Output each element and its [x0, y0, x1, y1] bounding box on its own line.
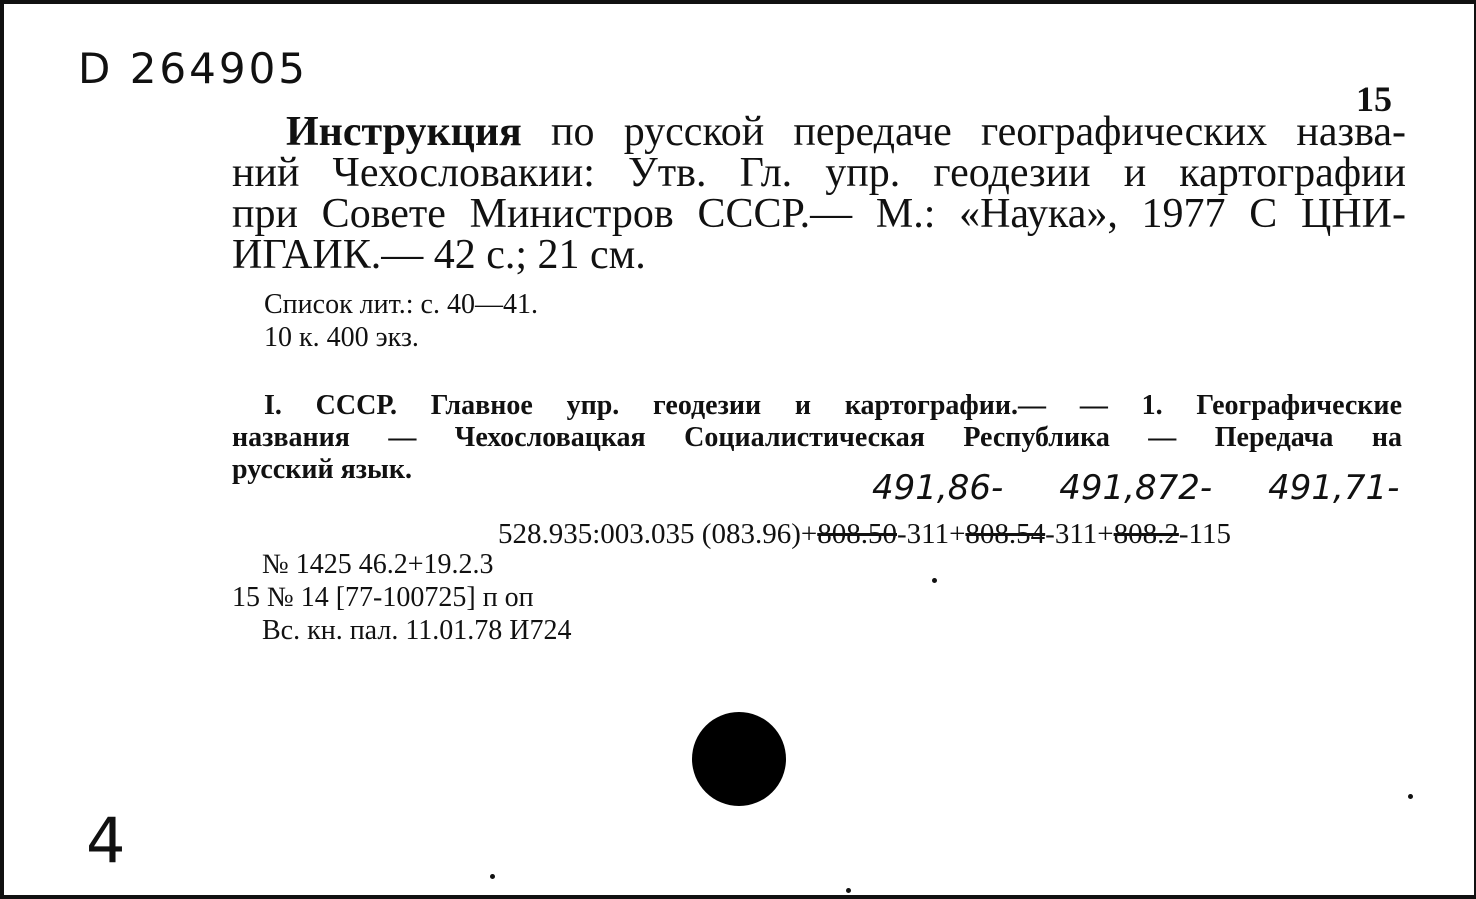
- registration-info: [232, 548, 572, 647]
- handwritten-code-1: 491,86-: [872, 468, 1004, 508]
- entry-line-1: [232, 109, 1407, 155]
- handwritten-mark: 4: [86, 804, 126, 877]
- udc-classification: [498, 518, 1231, 551]
- entry-title-bold: Инструкция: [286, 109, 522, 155]
- entry-line-2: ний Чехословакии: Утв. Гл. упр. геодезии и картографии: [232, 150, 1406, 196]
- entry-line-3: при Совете Министров СССР.— М.: «Наука», 1977 С ЦНИ-: [232, 191, 1406, 237]
- udc-suffix: -115: [1178, 518, 1231, 550]
- catalog-code: D 264905: [78, 44, 309, 93]
- speck: [932, 578, 937, 583]
- bibliography-note: Список лит.: с. 40—41.: [264, 289, 538, 320]
- subject-line-1: I. СССР. Главное упр. геодезии и картографии.— — 1. Географические: [264, 390, 1402, 421]
- handwritten-codes: [872, 468, 1455, 508]
- speck: [1408, 794, 1413, 799]
- udc-prefix: 528.935:003.035 (083.96)+: [498, 518, 818, 550]
- udc-mid-2: -311+: [1045, 518, 1114, 550]
- udc-struck-2: 808.54: [965, 518, 1046, 550]
- subject-line-2: названия — Чехословацкая Социалистическая Республика — Передача на: [232, 422, 1402, 453]
- entry-notes: [264, 288, 538, 354]
- handwritten-code-2: 491,872-: [1059, 468, 1213, 508]
- udc-mid-1: -311+: [896, 518, 966, 550]
- udc-struck-1: 808.50: [817, 518, 897, 550]
- handwritten-code-3: 491,71-: [1268, 468, 1400, 508]
- chamber-stamp: Вс. кн. пал. 11.01.78 И724: [262, 615, 572, 646]
- price-print-run: 10 к. 400 экз.: [264, 322, 419, 353]
- entry-line-4: ИГАИК.— 42 с.; 21 см.: [232, 232, 646, 278]
- punch-hole: [692, 712, 786, 806]
- entry-line-1-text: по русской передаче географических назва-: [551, 109, 1407, 155]
- speck: [490, 874, 495, 879]
- udc-struck-3: 808.2: [1113, 518, 1179, 550]
- bibliographic-entry: [232, 109, 1407, 278]
- subject-line-3: русский язык.: [232, 454, 412, 485]
- speck: [846, 888, 851, 893]
- page-number: 15: [1356, 79, 1392, 119]
- registration-number: № 1425 46.2+19.2.3: [262, 549, 494, 580]
- card-series-number: 15 № 14 [77-100725] п оп: [232, 582, 534, 613]
